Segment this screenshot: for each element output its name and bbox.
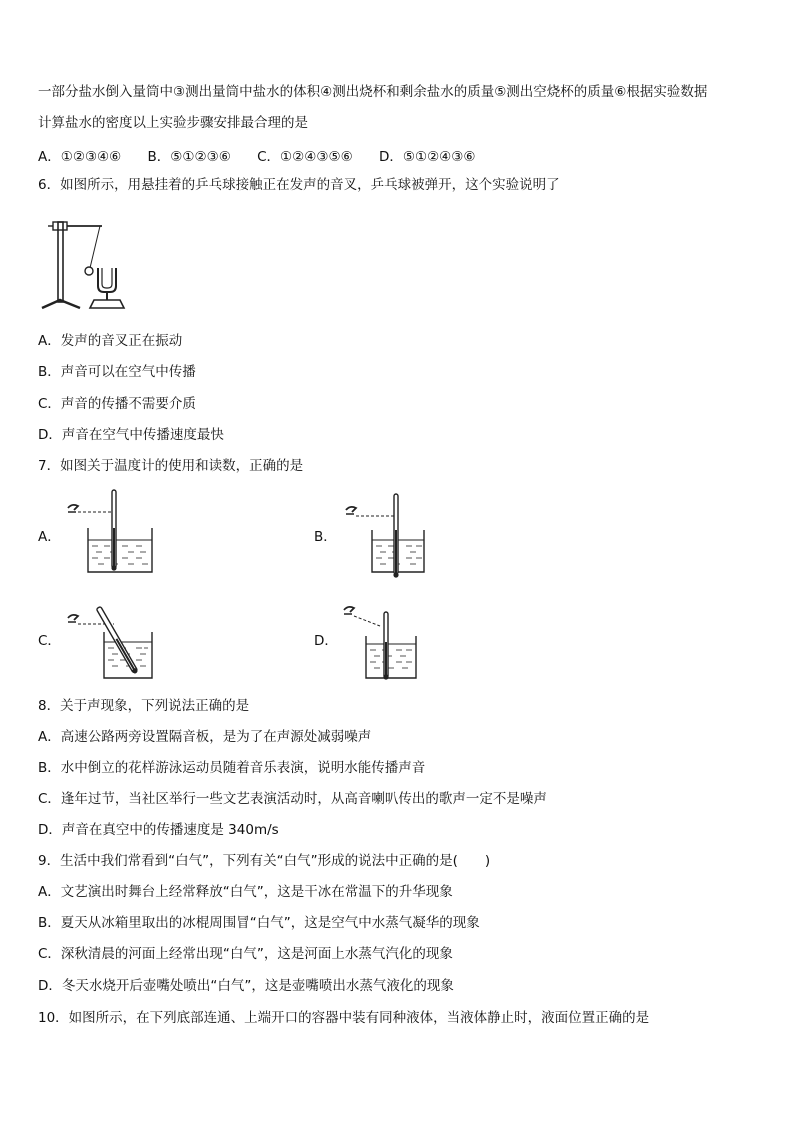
q7-option-b-label[interactable]: B． [314,529,337,545]
q8-stem: 8．关于声现象，下列说法正确的是 [38,698,250,714]
q7-option-c-label[interactable]: C． [38,633,61,649]
q5-options [38,145,497,165]
q5-stem-line1: 一部分盐水倒入量筒中③测出量筒中盐水的体积④测出烧杯和剩余盐水的质量⑤测出空烧杯的质量⑥根据实验数据 [38,84,708,100]
q9-option-c[interactable]: C．深秋清晨的河面上经常出现“白气”，这是河面上水蒸气汽化的现象 [38,946,453,962]
q5-option-a[interactable]: A．①②③④⑥ [38,149,122,165]
thermometer-figure-c [62,598,162,684]
q10-stem: 10．如图所示，在下列底部连通、上端开口的容器中装有同种液体，当液体静止时，液面位置正确的是 [38,1010,650,1026]
thermometer-figure-b [340,490,430,580]
q6-stem: 6．如图所示，用悬挂着的乒乓球接触正在发声的音叉，乒乓球被弹开，这个实验说明了 [38,177,560,193]
q6-option-c[interactable]: C．声音的传播不需要介质 [38,396,196,412]
q9-option-a[interactable]: A．文艺演出时舞台上经常释放“白气”，这是干冰在常温下的升华现象 [38,884,453,900]
q8-option-b[interactable]: B．水中倒立的花样游泳运动员随着音乐表演，说明水能传播声音 [38,760,426,776]
q9-option-d[interactable]: D．冬天水烧开后壶嘴处喷出“白气”，这是壶嘴喷出水蒸气液化的现象 [38,978,454,994]
q9-stem: 9．生活中我们常看到“白气”，下列有关“白气”形成的说法中正确的是( ) [38,853,491,869]
q7-option-a-label[interactable]: A． [38,529,61,545]
q6-option-d[interactable]: D．声音在空气中传播速度最快 [38,427,224,443]
q8-option-a[interactable]: A．高速公路两旁设置隔音板，是为了在声源处减弱噪声 [38,729,372,745]
q5-option-d[interactable]: D．⑤①②④③⑥ [378,149,476,165]
q6-option-b[interactable]: B．声音可以在空气中传播 [38,364,196,380]
q8-option-d[interactable]: D．声音在真空中的传播速度是 340m/s [38,822,279,838]
q8-option-c[interactable]: C．逢年过节，当社区举行一些文艺表演活动时，从高音喇叭传出的歌声一定不是噪声 [38,791,547,807]
q7-option-d-label[interactable]: D． [314,633,338,649]
tuning-fork-diagram [38,208,128,318]
q7-stem: 7．如图关于温度计的使用和读数，正确的是 [38,458,304,474]
q5-stem-line2: 计算盐水的密度以上实验步骤安排最合理的是 [38,115,308,131]
thermometer-figure-d [340,598,430,684]
q9-option-b[interactable]: B．夏天从冰箱里取出的冰棍周围冒“白气”，这是空气中水蒸气凝华的现象 [38,915,480,931]
thermometer-figure-a [62,488,162,578]
q5-option-c[interactable]: C．①②④③⑤⑥ [257,149,353,165]
q6-option-a[interactable]: A．发声的音叉正在振动 [38,333,183,349]
q5-option-b[interactable]: B．⑤①②③⑥ [147,149,231,165]
tuning-fork-figure [38,208,128,318]
